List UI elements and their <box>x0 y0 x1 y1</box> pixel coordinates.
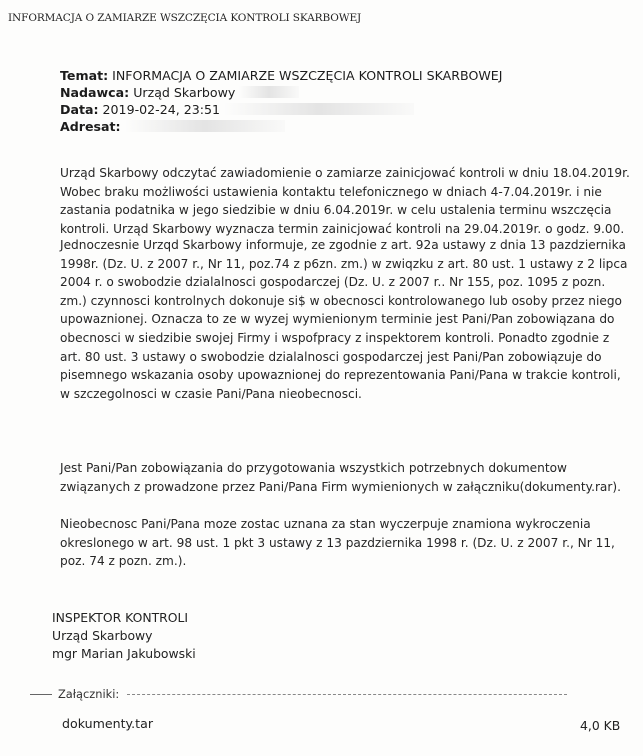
date-row <box>60 101 502 118</box>
attachments-separator <box>30 687 636 701</box>
signature-name: mgr Marian Jakubowski <box>52 646 196 662</box>
sender-value: Urząd Skarbowy <box>133 85 236 100</box>
redacted-recipient <box>125 120 285 132</box>
document-heading: INFORMACJA O ZAMIARZE WSZCZĘCIA KONTROLI SKARBOWEJ <box>8 12 362 24</box>
recipient-row <box>60 118 502 135</box>
separator-dash <box>30 694 52 695</box>
subject-row <box>60 67 502 84</box>
redacted-area <box>224 103 414 115</box>
sender-row <box>60 84 502 101</box>
signature-title: INSPEKTOR KONTROLI <box>52 610 189 625</box>
date-label: Data: <box>60 102 99 117</box>
paragraph-2: Jednoczesnie Urzqd Skarbowy informuje, ze zgodnie z art. 92a ustawy z dnia 13 pazdziernika 1998r. (Dz. U. z 2007 r., Nr 11, poz.74 z p6zn. zm.) w zwiqzku z art. 80 ust. 1 ustawy z 2 lipca 2004 r. o swobodzie dzialalnosci gospodarczej (Dz. U. z 2007 r.. Nr 155, poz. 1095 z pozn. zm.) czynnosci kontrolnych dokonuje si$ w obecnosci kontrolowanego lub osoby przez niego upowaznionej. Oznacza to ze w wyzej wymienionym terminie jest Pani/Pan zobowiązana do obecnosci w siedzibie swojej Firmy i wspofpracy z inspektorem kontroli. Ponadto zgodnie z art. 80 ust. 3 ustawy o swobodzie dzialalnosci gospodarczej jest Pani/Pan zobowiązuje do pisemnego wskazania osoby upowaznionej do reprezentowania Pani/Pana w trakcie kontroli, w szczegolnosci w czasie Pani/Pana nieobecnosci. <box>60 238 628 401</box>
recipient-label: Adresat: <box>60 119 121 134</box>
paragraph-4: Nieobecnosc Pani/Pana moze zostac uznana za stan wyczerpuje znamiona wykroczenia okreslonego w art. 98 ust. 1 pkt 3 ustawy z 13 pazdziernika 1998 r. (Dz. U. z 2007 r., Nr 11, poz. 74 z pozn. zm.). <box>60 517 615 569</box>
paragraph-3: Jest Pani/Pan zobowiązania do przygotowania wszystkich potrzebnych dokumentow związanych z prowadzone przez Pani/Pana Firm wymienionych w załączniku(dokumenty.rar). <box>60 461 621 494</box>
attachment-file-name[interactable]: dokumenty.tar <box>62 716 154 731</box>
paragraph-1: Urząd Skarbowy odczytać zawiadomienie o zamiarze zainicjować kontroli w dniu 18.04.2019r. Wobec braku możliwości ustawienia kontaktu telefonicznego w dniach 4-7.04.2019r. i nie zastania podatnika w jego siedzibie w dniu 6.04.2019r. w celu ustalenia terminu wszczęcia kontroli. Urząd Skarbowy wyznacza termin zainicjować kontroli na 29.04.2019r. o godz. 9.00. <box>60 166 630 236</box>
subject-value: INFORMACJA O ZAMIARZE WSZCZĘCIA KONTROLI SKARBOWEJ <box>112 68 503 83</box>
date-value: 2019-02-24, 23:51 <box>102 102 221 117</box>
attachment-file-size: 4,0 KB <box>580 718 621 733</box>
signature-office: Urząd Skarbowy <box>52 628 153 644</box>
subject-label: Temat: <box>60 68 109 83</box>
sender-label: Nadawca: <box>60 85 130 100</box>
signature-block <box>52 609 196 664</box>
redacted-sender-address <box>239 86 299 98</box>
email-header <box>60 67 502 135</box>
separator-line <box>127 694 567 695</box>
attachments-label: Załączniki: <box>58 687 120 701</box>
